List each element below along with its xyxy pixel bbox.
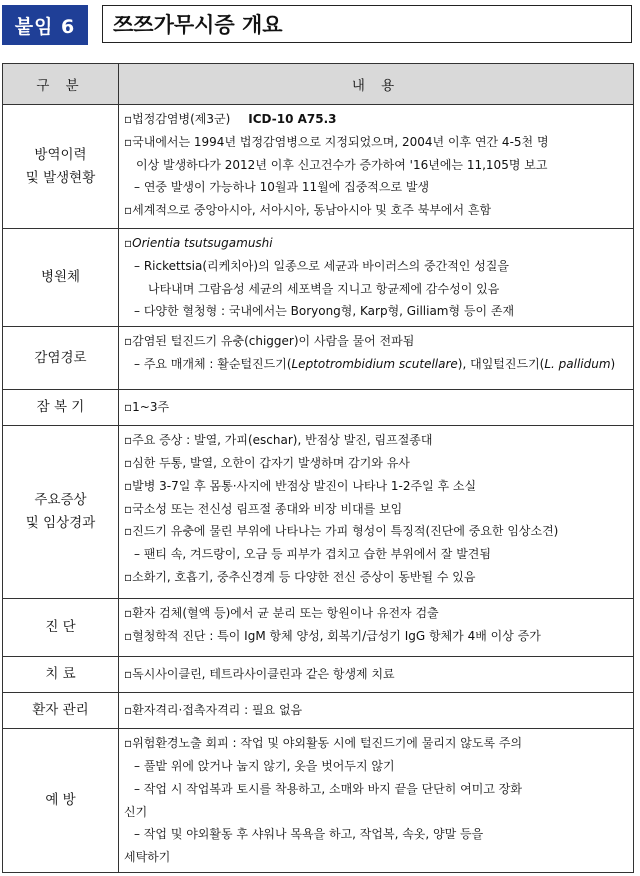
content-line: – Rickettsia(리케치아)의 일종으로 세균과 바이러스의 중간적인 성질을	[134, 258, 509, 273]
row-label-treatment: 치 료	[3, 657, 119, 693]
species-name: L. pallidum	[544, 356, 611, 371]
content-line: ▫소화기, 호흡기, 중추신경계 등 다양한 전신 증상이 동반될 수 있음	[124, 569, 476, 584]
content-line: ▫감염된 털진드기 유충(chigger)이 사람을 물어 전파됨	[124, 334, 415, 349]
content-line: – 작업 시 작업복과 토시를 착용하고, 소매와 바지 끝을 단단히 여미고 장화	[134, 781, 522, 796]
row-patient	[3, 693, 634, 729]
row-content-diagnosis	[119, 599, 634, 657]
row-content-prevention	[119, 729, 634, 873]
row-label-diagnosis: 진 단	[3, 599, 119, 657]
row-label-route: 감염경로	[3, 327, 119, 390]
row-label-prevention: 예 방	[3, 729, 119, 873]
label-line: 주요증상	[34, 492, 87, 509]
row-incubation	[3, 390, 634, 426]
row-symptoms	[3, 426, 634, 599]
content-line	[124, 353, 629, 376]
header-category: 구 분	[3, 64, 119, 105]
row-content-symptoms	[119, 426, 634, 599]
table-header-row	[3, 64, 634, 105]
content-line: – 다양한 혈청형 : 국내에서는 Boryong형, Karp형, Gilliam형 등이 존재	[134, 304, 515, 319]
row-label-pathogen: 병원체	[3, 229, 119, 327]
content-line: ▫심한 두통, 발열, 오한이 갑자기 발생하며 감기와 유사	[124, 455, 410, 470]
row-prevention	[3, 729, 634, 873]
row-label-patient: 환자 관리	[3, 693, 119, 729]
vector-text: – 주요 매개체 : 활순털진드기(	[134, 356, 292, 371]
label-line: 및 발생현황	[25, 169, 96, 186]
content-line: 신기	[124, 804, 148, 819]
row-content-route	[119, 327, 634, 390]
content-line: – 풀밭 위에 앉거나 눕지 않기, 옷을 벗어두지 않기	[134, 758, 395, 773]
label-line: 및 임상경과	[25, 515, 96, 532]
content-line	[124, 108, 629, 131]
content-line: ▫세계적으로 중앙아시아, 서아시아, 동남아시아 및 호주 북부에서 흔함	[124, 203, 492, 218]
vector-text: ), 대잎털진드기(	[457, 356, 545, 371]
row-label-symptoms	[3, 426, 119, 599]
row-pathogen	[3, 229, 634, 327]
header-content: 내 용	[119, 64, 634, 105]
row-history	[3, 105, 634, 229]
content-line: ▫위험환경노출 회피 : 작업 및 야외활동 시에 털진드기에 물리지 않도록 주의	[124, 736, 523, 751]
vector-text: )	[610, 356, 616, 371]
law-class-text: ▫법정감염병(제3군)	[124, 112, 231, 126]
content-line: 나타내며 그람음성 세균의 세포벽을 지니고 항균제에 감수성이 있음	[148, 281, 500, 296]
row-content-history	[119, 105, 634, 229]
row-route	[3, 327, 634, 390]
content-line: ▫Orientia tsutsugamushi	[124, 236, 273, 250]
content-line: ▫주요 증상 : 발열, 가피(eschar), 반점상 발진, 림프절종대	[124, 433, 433, 448]
species-name: Leptotrombidium scutellare	[291, 356, 458, 371]
content-line: ▫진드기 유충에 물린 부위에 나타나는 가피 형성이 특징적(진단에 중요한 임상소견)	[124, 524, 559, 539]
row-content-incubation: ▫1~3주	[119, 390, 634, 426]
row-content-pathogen	[119, 229, 634, 327]
row-content-treatment: ▫독시사이클린, 테트라사이클린과 같은 항생제 치료	[119, 657, 634, 693]
content-line: ▫국소성 또는 전신성 림프절 종대와 비장 비대를 보임	[124, 501, 403, 516]
header	[2, 5, 636, 47]
content-line: 세탁하기	[124, 850, 171, 865]
content-line: – 작업 및 야외활동 후 샤워나 목욕을 하고, 작업복, 속옷, 양말 등을	[134, 827, 484, 842]
content-line: – 팬티 속, 겨드랑이, 오금 등 피부가 겹치고 습한 부위에서 잘 발견됨	[134, 547, 491, 562]
icd-code: ICD-10 A75.3	[248, 112, 337, 126]
row-treatment	[3, 657, 634, 693]
content-line: ▫국내에서는 1994년 법정감염병으로 지정되었으며, 2004년 이후 연간 4-5천 명	[124, 134, 549, 149]
content-line: ▫혈청학적 진단 : 특이 IgM 항체 양성, 회복기/급성기 IgG 항체가 4배 이상 증가	[124, 628, 541, 643]
label-line: 방역이력	[34, 146, 87, 163]
row-label-history	[3, 105, 119, 229]
row-diagnosis	[3, 599, 634, 657]
content-line: ▫환자 검체(혈액 등)에서 균 분리 또는 항원이나 유전자 검출	[124, 606, 439, 621]
overview-table	[2, 63, 634, 873]
attachment-tag: 붙임 6	[2, 5, 88, 45]
row-label-incubation: 잠 복 기	[3, 390, 119, 426]
document-title: 쯔쯔가무시증 개요	[102, 5, 632, 43]
row-content-patient: ▫환자격리·접촉자격리 : 필요 없음	[119, 693, 634, 729]
content-line: 이상 발생하다가 2012년 이후 신고건수가 증가하여 '16년에는 11,105명 보고	[136, 157, 548, 172]
content-line: – 연중 발생이 가능하나 10월과 11월에 집중적으로 발생	[134, 180, 430, 195]
content-line: ▫발병 3-7일 후 몸통·사지에 반점상 발진이 나타나 1-2주일 후 소실	[124, 478, 477, 493]
